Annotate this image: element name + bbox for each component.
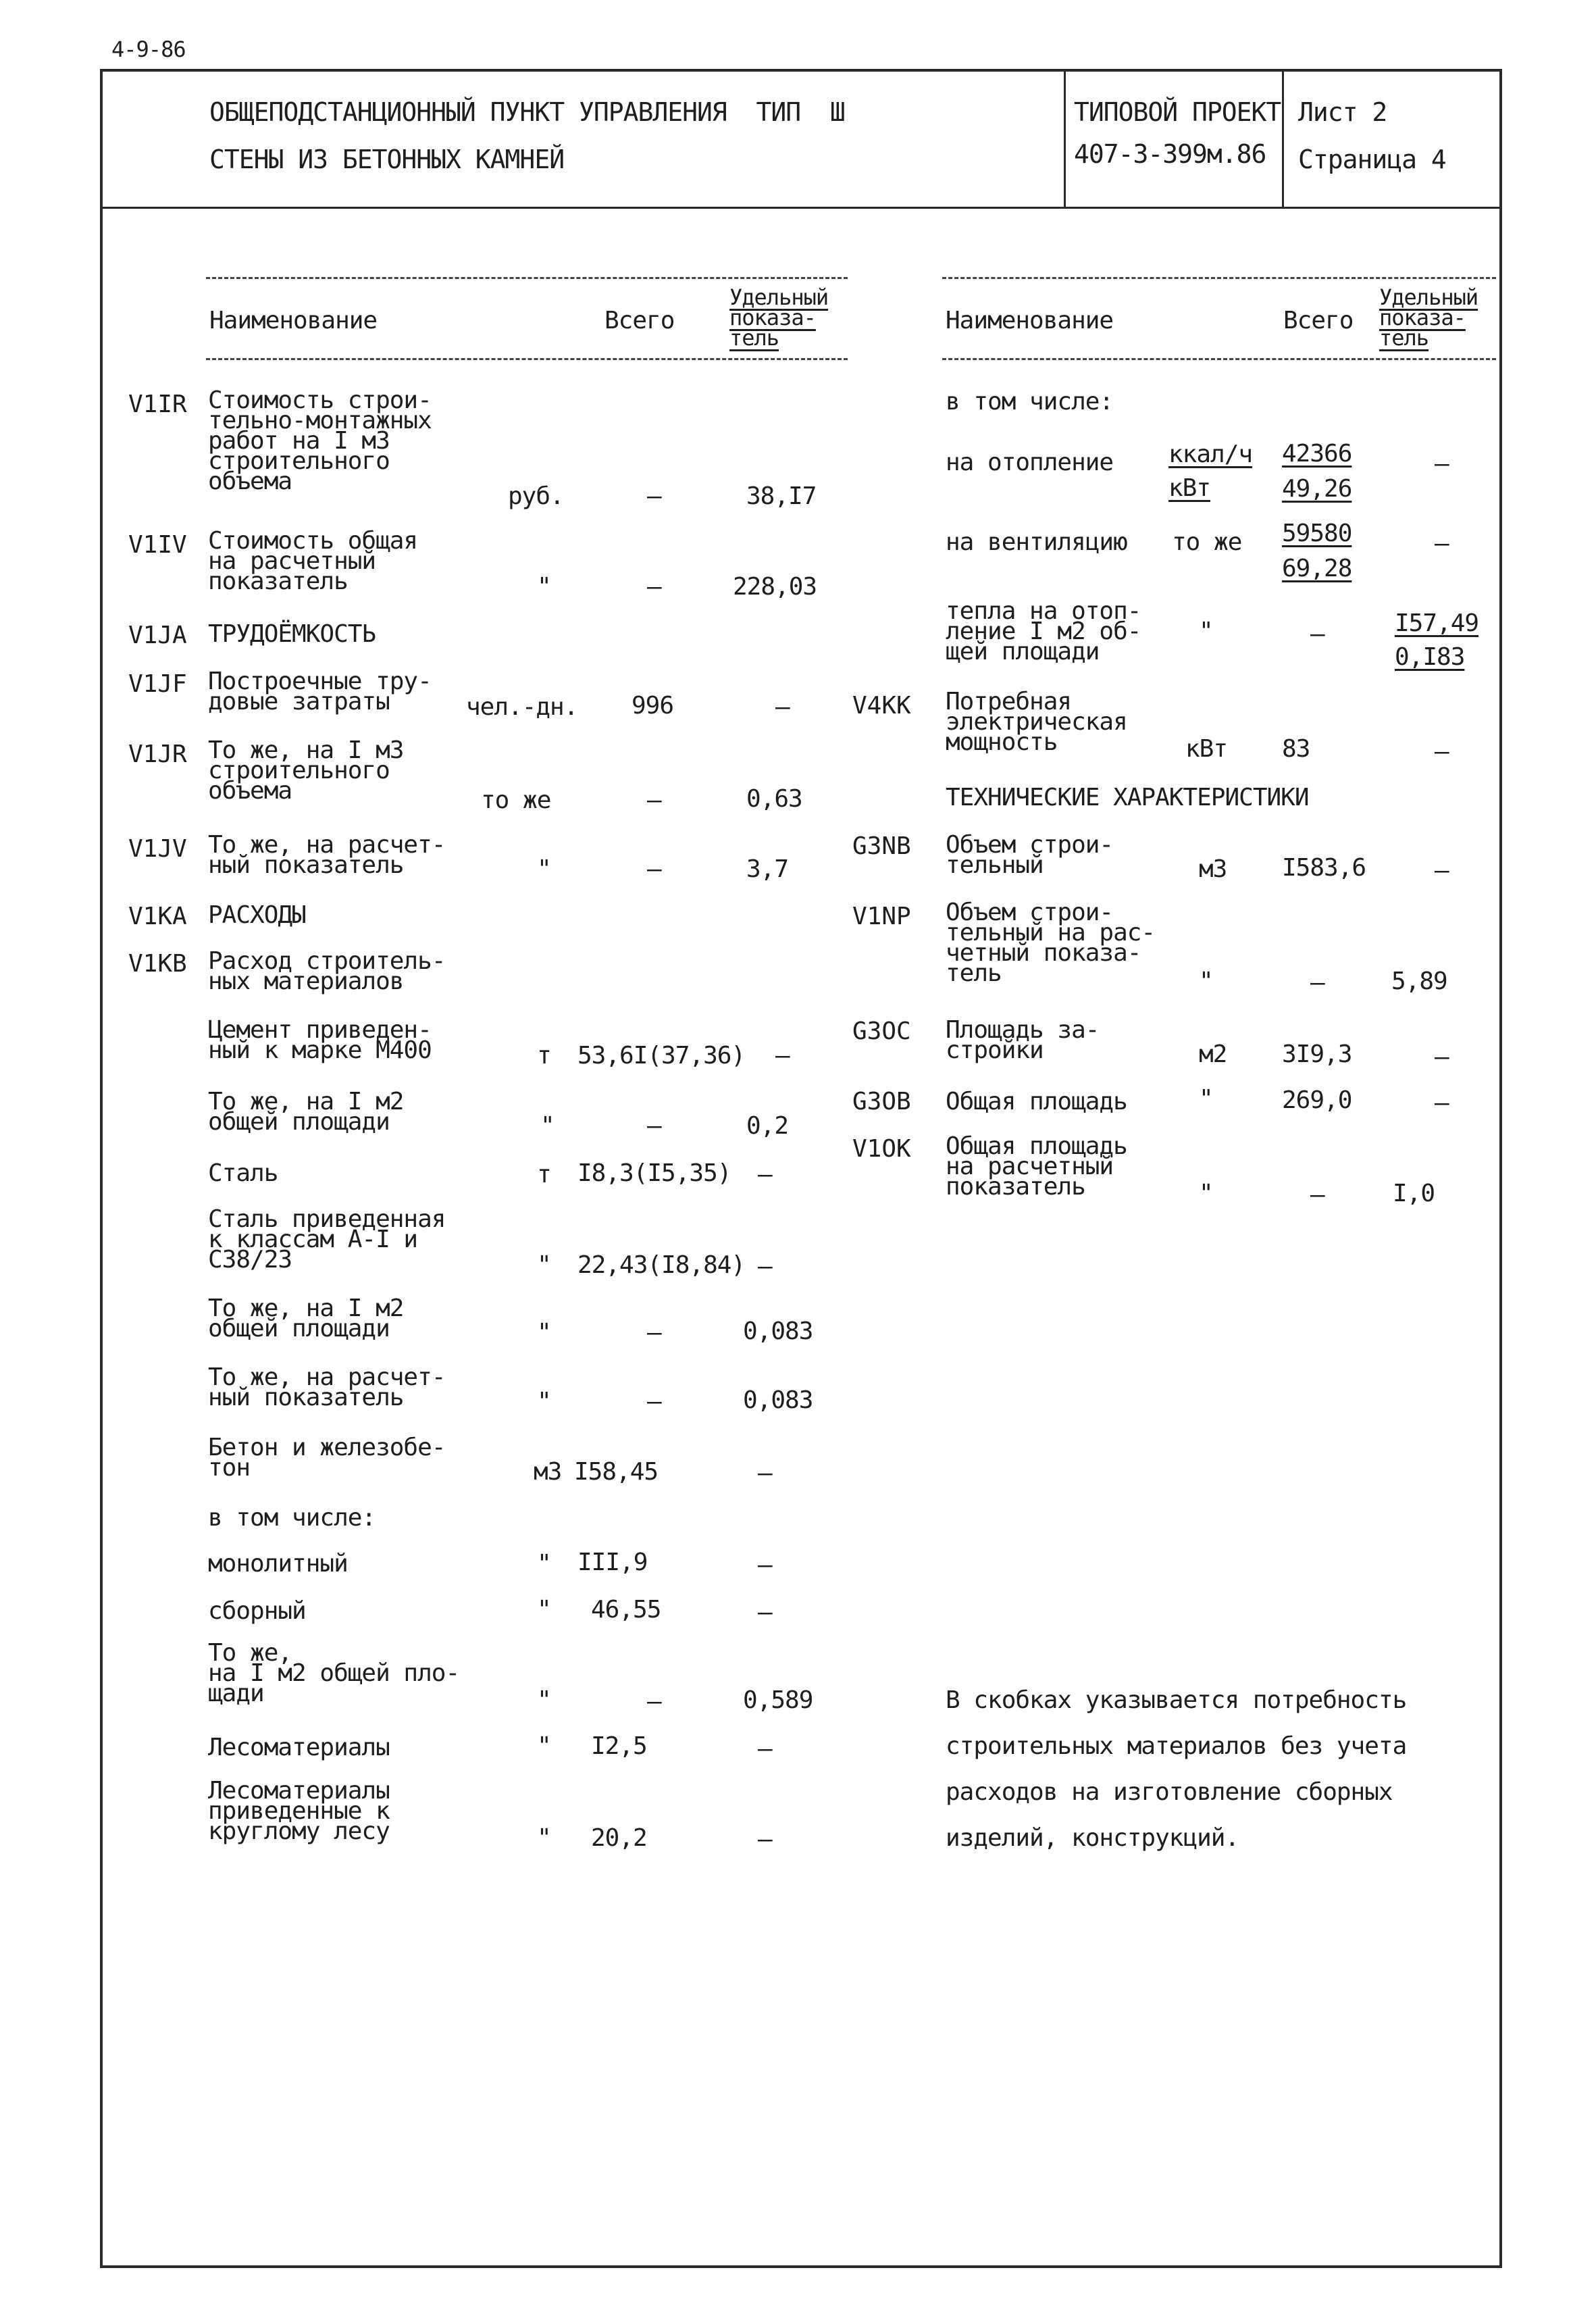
row-total: III,9 [577,1549,648,1576]
row-code: V1JV [128,835,187,863]
right-header-top-line [942,277,1496,279]
row-name: Расход строитель- ных материалов [208,947,446,995]
row-unit: " [537,855,551,883]
row-specific: – [1435,450,1449,478]
left-header-name: Наименование [209,307,378,334]
row-unit: " [537,1732,551,1760]
row-unit: чел.-дн. [466,693,578,721]
row-specific: 3,7 [746,855,789,883]
row-total: – [647,573,661,601]
row-unit: то же [481,786,551,814]
row-name: РАСХОДЫ [208,901,306,929]
row-name: Бетон и железобе- тон [208,1434,446,1482]
row-name: Общая площадь [946,1088,1127,1115]
left-header-top-line [206,277,848,279]
row-specific: – [758,1551,772,1579]
row-code: V1KB [128,950,187,978]
row-unit: " [537,1319,551,1347]
row-specific: – [758,1599,772,1626]
project-label: ТИПОВОЙ ПРОЕКТ [1074,97,1281,127]
page-label: Страница 4 [1298,145,1446,174]
footnote-line: В скобках указывается потребность [946,1686,1407,1714]
row-name: То же, на I м3 строительного объема [208,736,404,805]
row-specific: – [758,1826,772,1853]
row-specific: 5,89 [1391,967,1447,995]
row-total: I583,6 [1282,854,1366,882]
row-total: 3I9,3 [1282,1040,1352,1068]
row-total: – [647,855,661,883]
right-header-total: Всего [1283,307,1354,334]
row-name: Цемент приведен- ный к марке М400 [208,1016,432,1064]
row-name: То же, на I м2 общей площади [208,1294,404,1342]
row-specific: I57,49 0,I83 [1395,609,1479,671]
row-specific: – [758,1459,772,1487]
project-number: 407-3-399м.86 [1074,139,1266,169]
row-specific: – [758,1735,772,1763]
row-unit: ккал/ч кВт [1168,441,1253,502]
row-name: Сталь [208,1159,278,1187]
row-total: – [1310,1181,1324,1209]
footnote-line: расходов на изготовление сборных [946,1778,1393,1806]
row-unit: т [537,1161,551,1188]
row-specific: – [1435,1089,1449,1117]
row-total: 59580 69,28 [1282,520,1352,582]
left-header-specific: Удельный показа- тель [729,284,829,351]
row-specific: 0,083 [743,1386,813,1414]
row-total: 53,6I(37,36) [577,1042,746,1070]
row-unit: " [537,1686,551,1714]
title-block-divider-1 [1064,69,1066,207]
row-name: Стоимость строи- тельно-монтажных работ на I м3 строительного объема [208,386,432,495]
row-name: Построечные тру- довые затраты [208,668,432,715]
row-name: То же, на I м2 общей пло- щади [208,1639,460,1707]
row-specific: – [758,1253,772,1280]
title-line-2: СТЕНЫ ИЗ БЕТОННЫХ КАМНЕЙ [209,145,565,174]
row-name: Сталь приведенная к классам А-I и С38/23 [208,1205,446,1274]
row-unit: т [537,1042,551,1070]
row-specific: – [1435,738,1449,765]
left-header-bottom-line [206,358,848,360]
row-code: V1KA [128,903,187,930]
row-name: То же, на расчет- ный показатель [208,831,446,879]
row-total: I8,3(I5,35) [577,1159,731,1187]
row-name: монолитный [208,1550,348,1578]
row-total: 22,43(I8,84) [577,1251,746,1279]
row-specific: 228,03 [733,573,817,601]
row-specific: 0,2 [746,1112,789,1140]
row-name: тепла на отоп- ление I м2 об- щей площади [946,597,1141,665]
row-name: Объем строи- тельный на рас- четный показа- тель [946,899,1156,987]
right-header-bottom-line [942,358,1496,360]
row-total: – [647,1388,661,1415]
row-total: – [1310,969,1324,997]
row-code: V1JA [128,622,187,649]
row-code: V1JR [128,740,187,768]
row-code: G3OC [852,1017,911,1045]
row-specific: – [758,1161,772,1188]
row-total: 996 [632,692,674,720]
row-total: – [647,1688,661,1715]
row-total: I2,5 [591,1732,647,1760]
right-header-name: Наименование [946,307,1114,334]
row-specific: – [1435,530,1449,557]
row-unit: " [537,1596,551,1624]
row-unit: " [537,1388,551,1415]
row-unit: " [1199,1180,1213,1207]
row-name: Лесоматериалы [208,1734,390,1761]
row-total: 42366 49,26 [1282,440,1352,503]
row-name: Объем строи- тельный [946,831,1114,879]
sheet-label: Лист 2 [1298,97,1387,127]
row-total: – [647,786,661,814]
row-name: Общая площадь на расчетный показатель [946,1132,1127,1201]
row-name: на вентиляцию [946,528,1127,556]
row-unit: " [537,1824,551,1852]
row-total: 269,0 [1282,1086,1352,1114]
footnote-line: строительных материалов без учета [946,1732,1407,1760]
row-unit: м3 [534,1458,562,1486]
row-name: То же, на расчет- ный показатель [208,1363,446,1411]
row-specific: 0,63 [746,785,802,813]
footnote-line: изделий, конструкций. [946,1824,1239,1852]
row-name: в том числе: [946,388,1114,416]
row-name: ТЕХНИЧЕСКИЕ ХАРАКТЕРИСТИКИ [946,784,1309,811]
row-specific: – [1435,857,1449,884]
row-unit: руб. [508,482,564,510]
row-code: V4KK [852,692,911,720]
row-code: V1JF [128,670,187,698]
row-name: Лесоматериалы приведенные к круглому лесу [208,1777,390,1845]
row-code: V1IV [128,531,187,559]
row-specific: – [1435,1043,1449,1071]
row-specific: 0,083 [743,1317,813,1345]
row-total: 46,55 [591,1596,661,1624]
row-unit: " [1199,618,1213,645]
row-unit: м3 [1199,855,1227,883]
row-unit: м2 [1199,1040,1227,1068]
row-code: G3OB [852,1088,911,1115]
row-total: – [647,1319,661,1347]
row-total: 20,2 [591,1824,647,1852]
row-specific: I,0 [1393,1180,1435,1207]
row-name: сборный [208,1597,306,1625]
row-name: Площадь за- стройки [946,1016,1100,1064]
right-header-specific: Удельный показа- тель [1379,284,1478,351]
title-block-bottom-line [100,207,1502,209]
row-specific: – [775,693,790,721]
row-name: ТРУДОЁМКОСТЬ [208,620,376,648]
row-total: 83 [1282,735,1310,763]
row-code: V1IR [128,391,187,418]
row-unit: " [537,573,551,601]
row-unit: " [537,1251,551,1279]
title-line-1: ОБЩЕПОДСТАНЦИОННЫЙ ПУНКТ УПРАВЛЕНИЯ ТИП Ш [209,97,845,127]
row-name: на отопление [946,449,1114,476]
row-name: Стоимость общая на расчетный показатель [208,527,418,595]
left-header-total: Всего [604,307,675,334]
title-block-divider-2 [1282,69,1284,207]
row-unit: " [1199,1085,1213,1113]
row-specific: 0,589 [743,1686,813,1714]
row-code: G3NB [852,832,911,860]
row-total: – [647,1112,661,1140]
page-code: 4-9-86 [111,36,186,62]
row-code: V1OK [852,1135,911,1163]
row-name: Потребная электрическая мощность [946,688,1127,756]
row-name: в том числе: [208,1504,376,1532]
row-unit: " [540,1112,555,1140]
row-unit: " [537,1550,551,1578]
row-unit: то же [1172,528,1242,556]
row-total: I58,45 [574,1458,659,1486]
row-unit: кВт [1185,735,1228,763]
row-name: То же, на I м2 общей площади [208,1088,404,1136]
row-specific: 38,I7 [746,482,817,510]
row-total: – [1310,620,1324,648]
row-code: V1NP [852,903,911,930]
row-specific: – [775,1042,790,1070]
row-unit: " [1199,967,1213,995]
row-total: – [647,482,661,510]
